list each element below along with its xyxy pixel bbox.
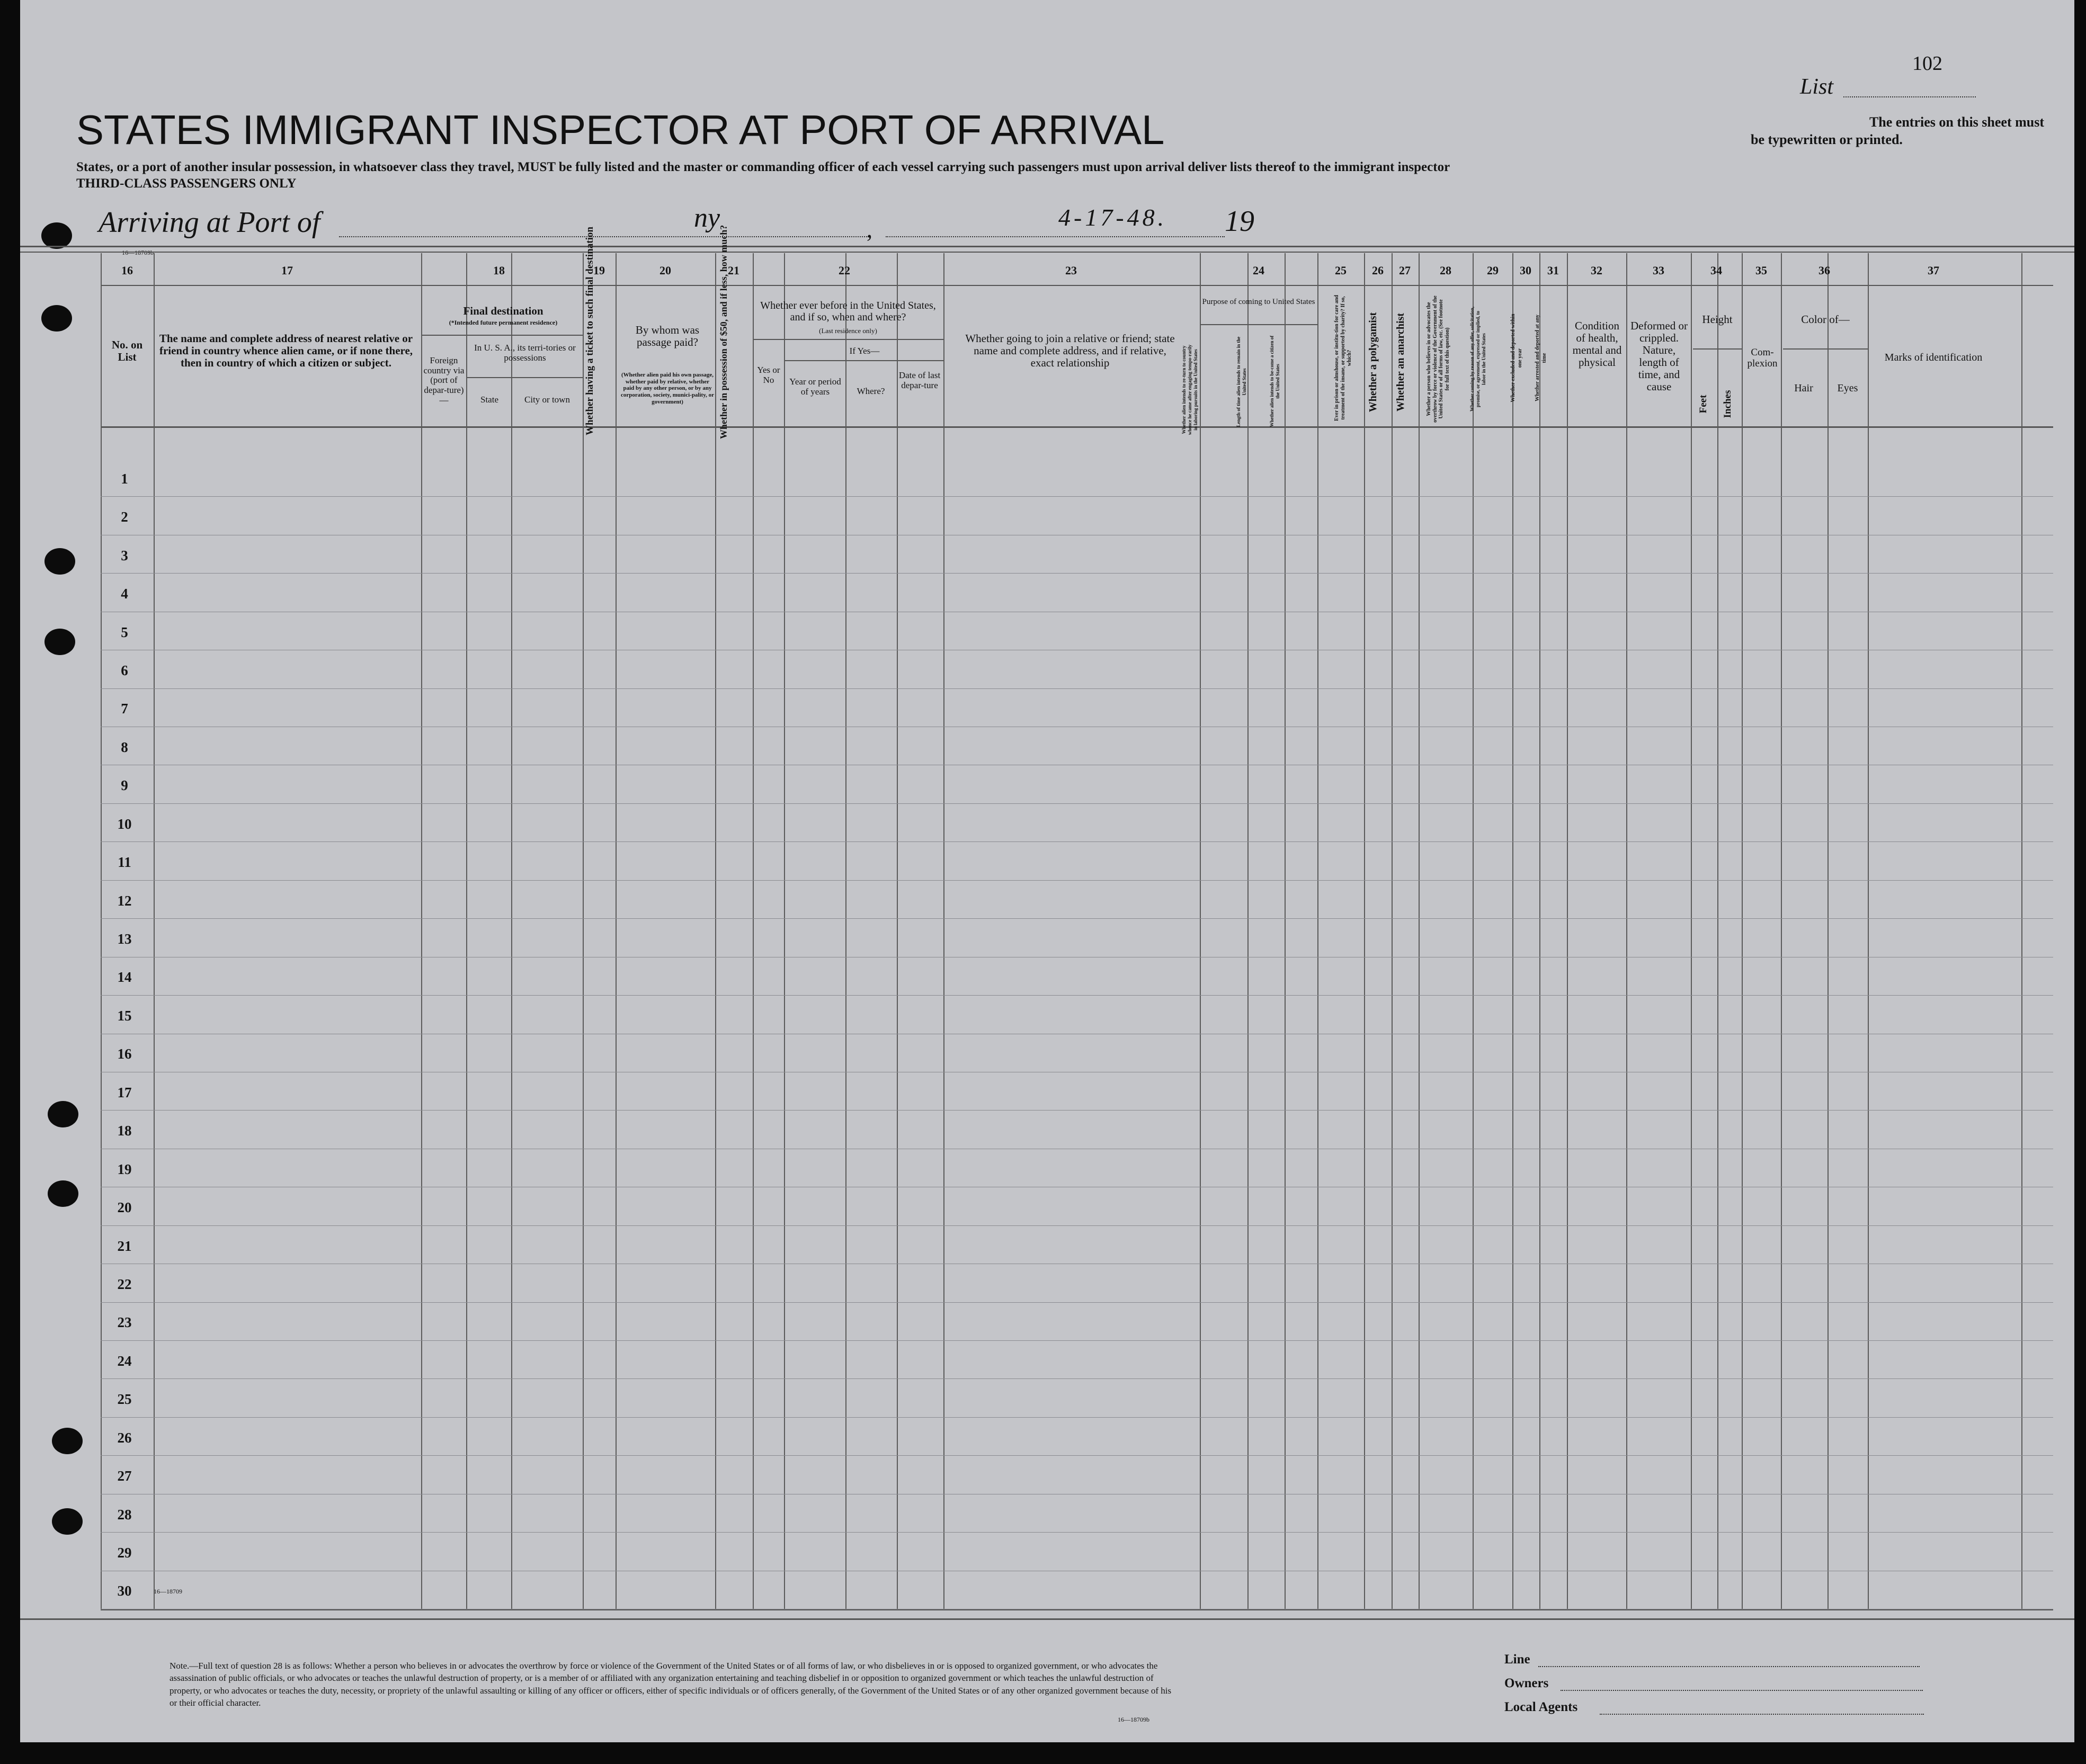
column-rule (845, 253, 846, 1609)
col24-c: Whether alien intends to be-come a citizen of the United States (1269, 335, 1280, 427)
col18-title: Final destination (463, 305, 543, 317)
row-rule (101, 1225, 2053, 1226)
column-rule (1285, 253, 1286, 1609)
column-number: 18 (493, 264, 505, 277)
subcolumn-rule (1717, 348, 1718, 426)
row-rule (101, 573, 2053, 574)
col20-title: By whom was passage paid? (635, 324, 700, 349)
column-rule (715, 253, 716, 1609)
row-number: 6 (121, 662, 128, 678)
row-number: 4 (121, 586, 128, 602)
col33-header: Deformed or crippled. Nature, length of time, and cause (1630, 320, 1688, 393)
row-number: 18 (117, 1123, 132, 1139)
row-number: 24 (117, 1353, 132, 1369)
row-rule (101, 803, 2053, 804)
row-number: 9 (121, 777, 128, 793)
rule-footer (20, 1618, 2074, 1620)
row-number: 11 (118, 854, 131, 870)
rule-colnums (101, 285, 2053, 286)
col22-where: Where? (857, 387, 885, 396)
col21-header: Whether in possession of $50, and if less, how much? (718, 225, 729, 439)
arriving-label: Arriving at Port of (99, 206, 320, 239)
row-number: 25 (117, 1391, 132, 1407)
row-number: 10 (117, 816, 132, 832)
column-number: 37 (1928, 264, 1939, 277)
column-rule (943, 253, 944, 1609)
column-rule (1512, 253, 1513, 1609)
rule-c22 (753, 339, 943, 340)
column-rule (154, 253, 155, 1609)
column-number: 19 (593, 264, 605, 277)
row-number: 19 (117, 1161, 132, 1177)
col20-note: (Whether alien paid his own passage, whether paid by relative, whether paid by any other person, or by any corporation, society, munici-pality, or government) (621, 372, 714, 405)
row-number: 8 (121, 739, 128, 755)
date-line (886, 212, 1225, 237)
column-number: 27 (1399, 264, 1411, 277)
punch-hole (48, 1101, 78, 1127)
row-number: 15 (117, 1008, 132, 1024)
row-number: 21 (117, 1238, 132, 1254)
row-number: 22 (117, 1276, 132, 1292)
form-code-top: 16—18709b (122, 249, 154, 256)
column-number: 23 (1065, 264, 1077, 277)
list-label: List (1800, 75, 1834, 99)
subcolumn-rule (784, 360, 785, 426)
rule-top-2 (20, 252, 2074, 253)
column-rule (1626, 253, 1627, 1609)
column-number: 35 (1755, 264, 1767, 277)
row-number: 3 (121, 548, 128, 563)
col35-header: Com-plexion (1747, 347, 1778, 369)
row-number: 2 (121, 509, 128, 525)
row-rule (101, 918, 2053, 919)
agents-field (1600, 1699, 1924, 1715)
row-rule (101, 1532, 2053, 1533)
col29-header: Whether coming by reason of any offer, solicitation, promise, or agreement, expressed or implied, to labor in the United States (1469, 306, 1486, 412)
col24-b: Length of time alien intends to remain in the United States (1236, 336, 1247, 427)
col34-feet: Feet (1698, 395, 1709, 414)
punch-hole (52, 1428, 83, 1454)
column-rule (1781, 253, 1782, 1609)
column-number: 17 (281, 264, 293, 277)
column-rule (1539, 253, 1540, 1609)
col18-city: City or town (524, 395, 570, 405)
col23-header: Whether going to join a relative or friend; state name and complete address, and if relative, exact relationship (965, 333, 1175, 370)
col36-hair: Hair (1794, 382, 1813, 394)
row-rule (101, 688, 2053, 689)
column-number: 36 (1818, 264, 1830, 277)
col37-header: Marks of identification (1884, 352, 1983, 363)
column-number: 33 (1653, 264, 1664, 277)
column-rule (1247, 253, 1249, 1609)
instruction-text: States, or a port of another insular possession, in whatsoever class they travel, MUST be fully listed and the master or commanding officer of each vessel carrying such passengers must upon arrival deliver lists thereof to the immigrant inspector (76, 160, 1450, 174)
entries-note (1751, 114, 2079, 148)
column-number: 31 (1547, 264, 1559, 277)
subcolumn-rule (466, 377, 467, 426)
rule-top (20, 246, 2074, 247)
row-number: 29 (117, 1545, 132, 1561)
punch-hole (41, 305, 72, 332)
column-number: 26 (1372, 264, 1384, 277)
rule-c36 (1783, 348, 1868, 350)
column-rule (1742, 253, 1743, 1609)
col27-header: Whether an anarchist (1395, 313, 1406, 411)
col22-note: (Last residence only) (819, 327, 877, 335)
col18-note: (*Intended future permanent residence) (449, 319, 558, 326)
subcolumn-rule (897, 360, 898, 426)
column-number: 32 (1591, 264, 1602, 277)
rule-c18-b (466, 377, 583, 378)
col22-ifyes: If Yes— (849, 346, 880, 356)
row-number: 5 (121, 624, 128, 640)
col34-title: Height (1702, 314, 1733, 326)
column-number: 20 (659, 264, 671, 277)
punch-hole (44, 629, 75, 655)
rule-c22-b (784, 360, 943, 361)
column-rule (1392, 253, 1393, 1609)
row-number: 27 (117, 1468, 132, 1484)
col24-a: Whether alien intends to re-turn to country whence he came after engaging tempo-rarily in laboring pursuits in the United States (1181, 344, 1198, 435)
subcolumn-rule (511, 377, 512, 426)
row-rule (101, 995, 2053, 996)
col36-eyes: Eyes (1837, 382, 1858, 394)
list-number-line (1843, 74, 1976, 97)
row-number: 13 (117, 931, 132, 947)
footnote-q28: Note.—Full text of question 28 is as follows: Whether a person who believes in or advocates the overthrow by force or violence of the Government of the United States or of all forms of law, or who disbelieves in or is opposed to organized government, or who advocates the assassination of public officials, or who advocates or teaches the unlawful destruction of property, or is a member of or affiliated with any organization entertaining and teaching disbelief in or opposition to organized government or which teaches the unlawful destruction of property, or who advocates or teaches the duty, necessity, or propriety of the unlawful assaulting or killing of any officer or officers, either of specific individuals or of officers generally, of the Government of the United States or of any other organized government because of his or their official character. (170, 1661, 1172, 1708)
column-rule (1419, 253, 1420, 1609)
date-handwritten: 4-17-48. (1058, 204, 1167, 231)
column-rule (2021, 253, 2022, 1609)
column-number: 16 (121, 264, 133, 277)
col18-usa: In U. S. A., its terri-tories or possessions (474, 343, 576, 363)
column-rule (1364, 253, 1365, 1609)
col24-title: Purpose of coming to United States (1202, 298, 1315, 306)
column-rule (1868, 253, 1869, 1609)
column-rule (616, 253, 617, 1609)
column-rule (421, 253, 422, 1609)
column-number: 28 (1440, 264, 1451, 277)
col16-header: No. on List (111, 339, 143, 364)
rule-c24 (1200, 324, 1317, 325)
punch-hole (52, 1508, 83, 1535)
form-code-bottom: 16—18709b (1118, 1716, 1149, 1723)
row-rule (101, 1110, 2053, 1111)
col22-date: Date of last depar-ture (898, 371, 941, 390)
punch-hole (44, 548, 75, 575)
row-rule (101, 880, 2053, 881)
year-prefix: 19 (1225, 205, 1254, 238)
rule-c18 (421, 335, 583, 336)
row-number: 20 (117, 1199, 132, 1215)
column-rule (1691, 253, 1692, 1609)
rule-header-bottom (101, 426, 2053, 428)
col22-year: Year or period of years (789, 377, 841, 397)
column-number: 22 (839, 264, 850, 277)
line-field (1538, 1651, 1920, 1667)
column-rule (897, 253, 898, 1609)
row-rule (101, 1417, 2053, 1418)
col18-foreign: Foreign country via (port of depar-ture)— (423, 356, 465, 405)
list-number: 102 (1912, 52, 1942, 75)
row-number: 12 (117, 893, 132, 909)
col31-header: Whether arrested and deported at any time (1535, 315, 1547, 401)
col30-header: Whether excluded and deported within one year (1510, 314, 1523, 402)
column-rule (784, 253, 785, 1609)
row-rule (101, 1340, 2053, 1341)
punch-hole (48, 1180, 78, 1207)
col22-yesno: Yes or No (757, 365, 780, 385)
port-line (339, 212, 869, 237)
comma-1: , (867, 217, 872, 243)
column-rule (1473, 253, 1474, 1609)
owners-label: Owners (1504, 1676, 1549, 1690)
column-rule (1200, 253, 1201, 1609)
col28-header: Whether a person who believes in or advocates the overthrow by force or violence of the Government of the United States or of all forms of law, etc. (See footnote for full text of this question) (1426, 296, 1450, 423)
col22-title: Whether ever before in the United States, and if so, when and where? (760, 300, 936, 323)
row-rule (101, 1378, 2053, 1379)
col34-inches: Inches (1722, 390, 1733, 418)
column-number: 34 (1710, 264, 1722, 277)
column-rule (1317, 253, 1318, 1609)
entries-note-line2: be typewritten or printed. (1751, 131, 1903, 147)
column-number: 29 (1487, 264, 1499, 277)
page-title: STATES IMMIGRANT INSPECTOR AT PORT OF ARRIVAL (76, 106, 1165, 153)
row-number: 1 (121, 471, 128, 487)
column-rule (511, 253, 512, 1609)
col32-header: Condition of health, mental and physical (1572, 320, 1622, 369)
row-number: 7 (121, 701, 128, 717)
port-handwritten: ny (694, 203, 720, 233)
class-line: THIRD-CLASS PASSENGERS ONLY (76, 176, 297, 191)
col18-state: State (480, 395, 498, 405)
col26-header: Whether a polygamist (1367, 312, 1379, 413)
column-rule (583, 253, 584, 1609)
col17-header: The name and complete address of nearest relative or friend in country whence alien came, or if none there, then in country of which a citizen or subject. (159, 333, 413, 370)
column-rule (1717, 253, 1718, 1609)
form-code-left: 16—18709 (154, 1588, 182, 1595)
column-number: 24 (1253, 264, 1264, 277)
column-number: 21 (728, 264, 739, 277)
row-number: 28 (117, 1507, 132, 1523)
row-number: 26 (117, 1430, 132, 1446)
row-number: 16 (117, 1046, 132, 1062)
col25-header: Ever in prison or almshouse, or institu-tion for care and treatment of the insane, or supported by charity? If so, which? (1334, 295, 1352, 421)
column-rule (466, 253, 467, 1609)
row-rule (101, 1455, 2053, 1456)
row-number: 17 (117, 1085, 132, 1100)
owners-field (1561, 1675, 1923, 1691)
column-rule (1567, 253, 1568, 1609)
column-rule (1828, 253, 1829, 1609)
row-rule (101, 496, 2053, 497)
column-number: 25 (1335, 264, 1347, 277)
col19-header: Whether having a ticket to such final destination (584, 227, 595, 435)
row-rule (101, 1302, 2053, 1303)
col36-title: Color of— (1801, 314, 1850, 326)
punch-hole (41, 222, 72, 249)
row-number: 14 (117, 969, 132, 985)
line-label: Line (1504, 1652, 1530, 1667)
manifest-sheet (20, 0, 2074, 1742)
row-number: 23 (117, 1314, 132, 1330)
entries-note-line1: The entries on this sheet must (1869, 114, 2044, 130)
agents-label: Local Agents (1504, 1700, 1578, 1714)
column-rule (753, 253, 754, 1609)
column-number: 30 (1520, 264, 1531, 277)
row-number: 30 (117, 1583, 132, 1599)
row-rule (101, 841, 2053, 842)
